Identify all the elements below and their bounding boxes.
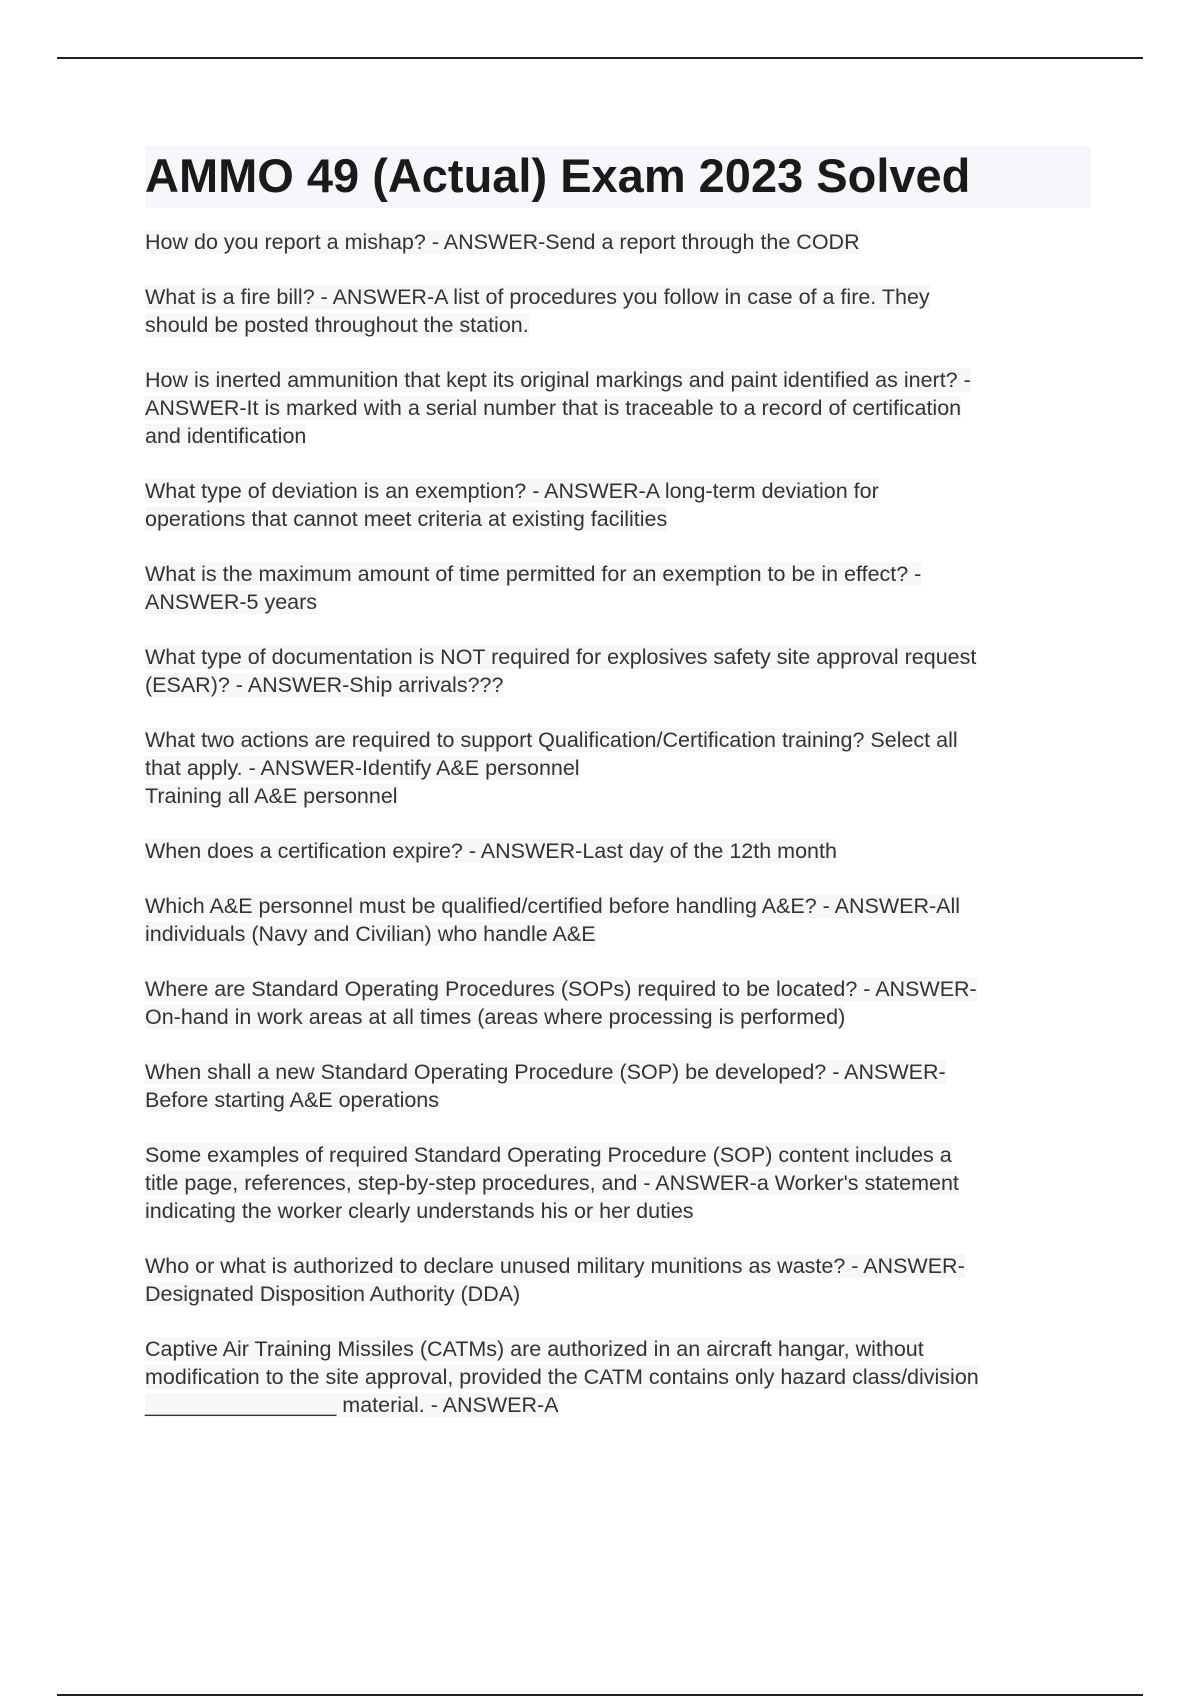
qa-item: How do you report a mishap? - ANSWER-Send a report through the CODR	[145, 230, 860, 254]
qa-item: Which A&E personnel must be qualified/certified before handling A&E? - ANSWER-All individuals (Navy and Civilian) who handle A&E	[145, 894, 961, 946]
qa-item: When shall a new Standard Operating Procedure (SOP) be developed? - ANSWER- Before starting A&E operations	[145, 1060, 946, 1112]
qa-item: What type of deviation is an exemption? - ANSWER-A long-term deviation for operations that cannot meet criteria at existing facilities	[145, 479, 879, 531]
qa-item: What type of documentation is NOT required for explosives safety site approval request (ESAR)? - ANSWER-Ship arrivals???	[145, 645, 977, 697]
top-rule	[57, 57, 1143, 59]
qa-item: What two actions are required to support Qualification/Certification training? Select all that apply. - ANSWER-Identify A&E personnel Training all A&E personnel	[145, 728, 958, 808]
document-title: AMMO 49 (Actual) Exam 2023 Solved	[145, 146, 1091, 208]
qa-item: When does a certification expire? - ANSWER-Last day of the 12th month	[145, 839, 837, 863]
document-body	[145, 146, 1091, 1446]
qa-item: Where are Standard Operating Procedures (SOPs) required to be located? - ANSWER- On-hand in work areas at all times (areas where processing is performed)	[145, 977, 977, 1029]
qa-item: Captive Air Training Missiles (CATMs) are authorized in an aircraft hangar, without modification to the site approval, provided the CATM contains only hazard class/division ________________ material. - ANSWER-A	[145, 1337, 979, 1417]
qa-item: Some examples of required Standard Operating Procedure (SOP) content includes a title page, references, step-by-step procedures, and - ANSWER-a Worker's statement indicating the worker clearly understands his or her duties	[145, 1143, 959, 1223]
bottom-rule	[57, 1694, 1143, 1696]
qa-list	[145, 228, 1091, 1419]
qa-item: Who or what is authorized to declare unused military munitions as waste? - ANSWER- Designated Disposition Authority (DDA)	[145, 1254, 965, 1306]
qa-item: What is the maximum amount of time permitted for an exemption to be in effect? - ANSWER-5 years	[145, 562, 922, 614]
qa-item: What is a fire bill? - ANSWER-A list of procedures you follow in case of a fire. They should be posted throughout the station.	[145, 285, 930, 337]
qa-item: How is inerted ammunition that kept its original markings and paint identified as inert? - ANSWER-It is marked with a serial number that is traceable to a record of certification and identification	[145, 368, 971, 448]
